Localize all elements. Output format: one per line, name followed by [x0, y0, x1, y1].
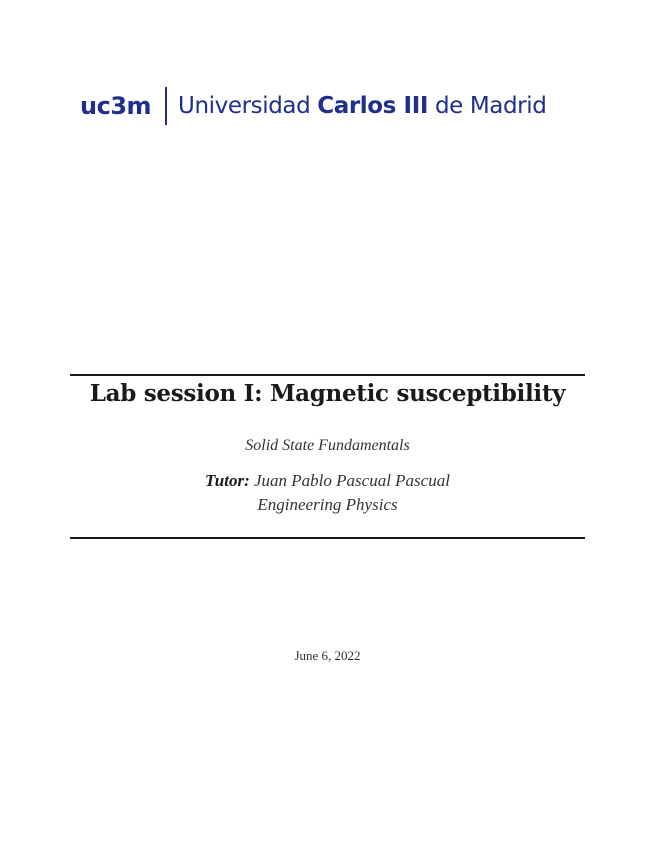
logo-wordmark [178, 93, 546, 119]
logo-name-part1: Universidad [178, 93, 318, 119]
bottom-rule [70, 537, 585, 539]
course-name: Solid State Fundamentals [245, 437, 410, 454]
document-title: Lab session I: Magnetic susceptibility [89, 380, 566, 407]
tutor-name: Juan Pablo Pascual Pascual [254, 471, 450, 490]
logo-mark: uc3m [80, 92, 152, 120]
logo-name-part2: de Madrid [428, 93, 547, 119]
logo-name-bold: Carlos III [317, 93, 429, 119]
tutor-label: Tutor: [205, 471, 250, 490]
tutor-line [70, 471, 585, 491]
document-date: June 6, 2022 [294, 648, 361, 663]
top-rule [70, 374, 585, 376]
degree-name: Engineering Physics [257, 495, 398, 514]
university-logo [80, 86, 580, 126]
logo-separator [165, 87, 167, 125]
